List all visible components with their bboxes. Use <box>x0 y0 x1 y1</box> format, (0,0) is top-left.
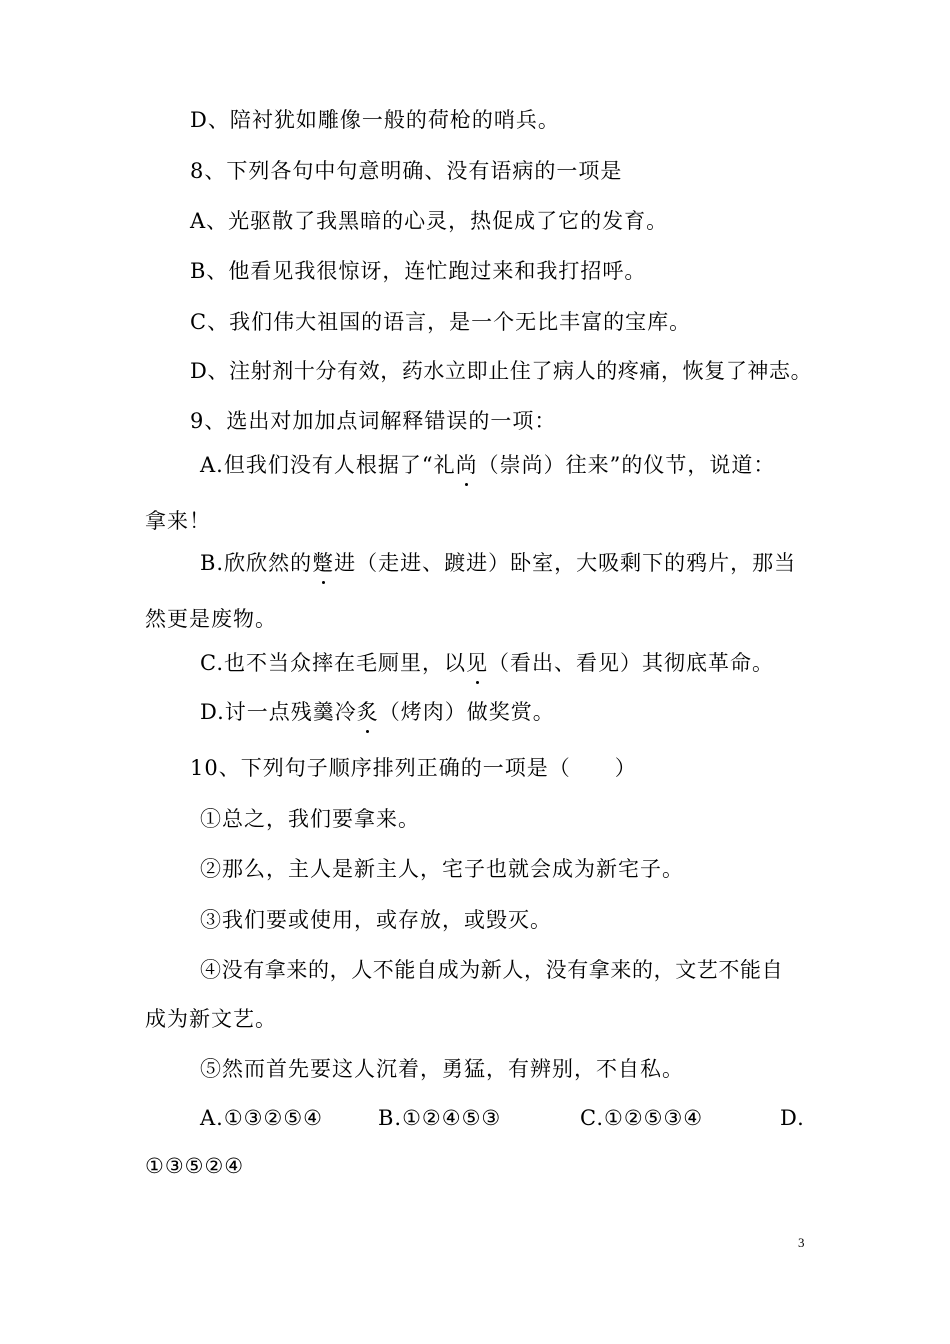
q9-c-text-before: C.也不当众摔在毛厕里，以 <box>200 651 466 675</box>
q10-option-d-continued: ①③⑤②④ <box>145 1154 245 1178</box>
page-number: 3 <box>798 1235 805 1250</box>
q8-option-b: B、他看见我很惊讶，连忙跑过来和我打招呼。 <box>190 259 647 283</box>
q8-option-d: D、注射剂十分有效，药水立即止住了病人的疼痛，恢复了神志。 <box>190 359 813 383</box>
q9-a-text-before: A.但我们没有人根据了“礼 <box>200 453 456 477</box>
q9-d-text-after: （烤肉）做奖赏。 <box>378 700 555 724</box>
q8-stem: 8、下列各句中句意明确、没有语病的一项是 <box>190 159 623 183</box>
q9-d-text-before: D.讨一点残羹冷 <box>200 700 357 724</box>
q9-d-dotted-word: 炙 <box>357 697 379 727</box>
q10-option-b: B.①②④⑤③ <box>378 1106 502 1130</box>
q10-option-a: A.①③②⑤④ <box>200 1106 323 1130</box>
q9-option-b <box>200 548 796 578</box>
q10-option-c: C.①②⑤③④ <box>580 1106 704 1130</box>
q9-c-dotted-word: 见 <box>466 648 488 678</box>
q9-option-a-continued: 拿来！ <box>145 509 211 533</box>
q9-option-c <box>200 648 774 678</box>
q9-b-text-after: 进（走进、踱进）卧室，大吸剩下的鸦片，那当 <box>334 551 797 575</box>
q10-sentence-2: ②那么，主人是新主人，宅子也就会成为新宅子。 <box>200 857 684 881</box>
q9-a-dotted-word: 尚 <box>456 450 478 480</box>
q8-option-a: A、光驱散了我黑暗的心灵，热促成了它的发育。 <box>190 209 669 233</box>
q9-option-d <box>200 697 555 727</box>
q10-sentence-4: ④没有拿来的，人不能自成为新人，没有拿来的，文艺不能自 <box>200 958 784 982</box>
q10-option-d: D. <box>780 1106 805 1130</box>
q9-a-text-after: （崇尚）往来”的仪节，说道： <box>477 453 776 477</box>
q9-option-b-continued: 然更是废物。 <box>145 607 277 631</box>
q9-stem: 9、选出对加加点词解释错误的一项： <box>190 409 557 433</box>
q10-sentence-3: ③我们要或使用，或存放，或毁灭。 <box>200 908 552 932</box>
q10-sentence-1: ①总之，我们要拿来。 <box>200 807 420 831</box>
q8-option-c: C、我们伟大祖国的语言，是一个无比丰富的宝库。 <box>190 310 692 334</box>
q10-sentence-4-continued: 成为新文艺。 <box>145 1007 277 1031</box>
q10-sentence-5: ⑤然而首先要这人沉着，勇猛，有辨别，不自私。 <box>200 1057 684 1081</box>
q10-stem: 10、下列句子顺序排列正确的一项是（ ） <box>190 756 637 780</box>
q9-b-text-before: B.欣欣然的 <box>200 551 313 575</box>
q7-option-d: D、陪衬犹如雕像一般的荷枪的哨兵。 <box>190 108 560 132</box>
q9-c-text-after: （看出、看见）其彻底革命。 <box>488 651 774 675</box>
q9-b-dotted-word: 蹩 <box>312 548 334 578</box>
q9-option-a <box>200 450 775 480</box>
